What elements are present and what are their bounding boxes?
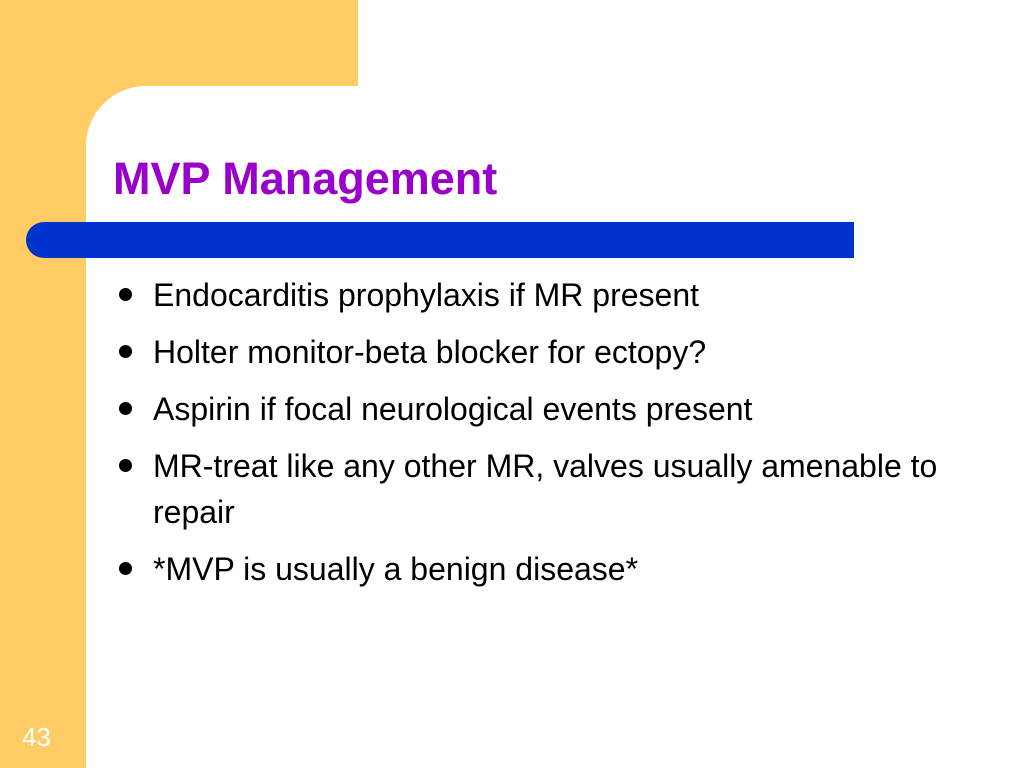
slide-number: 43 — [22, 722, 51, 752]
bullet-text: Endocarditis prophylaxis if MR present — [153, 277, 700, 313]
bullet-dot-icon — [119, 402, 132, 415]
bullet-list — [113, 272, 993, 603]
bullet-item — [113, 443, 993, 535]
bullet-item — [113, 272, 993, 318]
bullet-text: Aspirin if focal neurological events present — [153, 391, 753, 427]
title-accent-bar — [26, 222, 854, 258]
side-decorative-band — [0, 0, 86, 768]
bullet-item — [113, 546, 993, 592]
bullet-dot-icon — [119, 345, 132, 358]
bullet-dot-icon — [119, 288, 132, 301]
top-decorative-block — [86, 0, 358, 86]
bullet-dot-icon — [119, 459, 132, 472]
rounded-corner-decoration — [86, 86, 146, 146]
slide-title: MVP Management — [113, 153, 498, 204]
bullet-dot-icon — [119, 562, 132, 575]
bullet-text: MR-treat like any other MR, valves usually amenable to repair — [153, 448, 938, 530]
bullet-item — [113, 329, 993, 375]
bullet-text: *MVP is usually a benign disease* — [153, 551, 639, 587]
bullet-item — [113, 386, 993, 432]
bullet-text: Holter monitor-beta blocker for ectopy? — [153, 334, 707, 370]
